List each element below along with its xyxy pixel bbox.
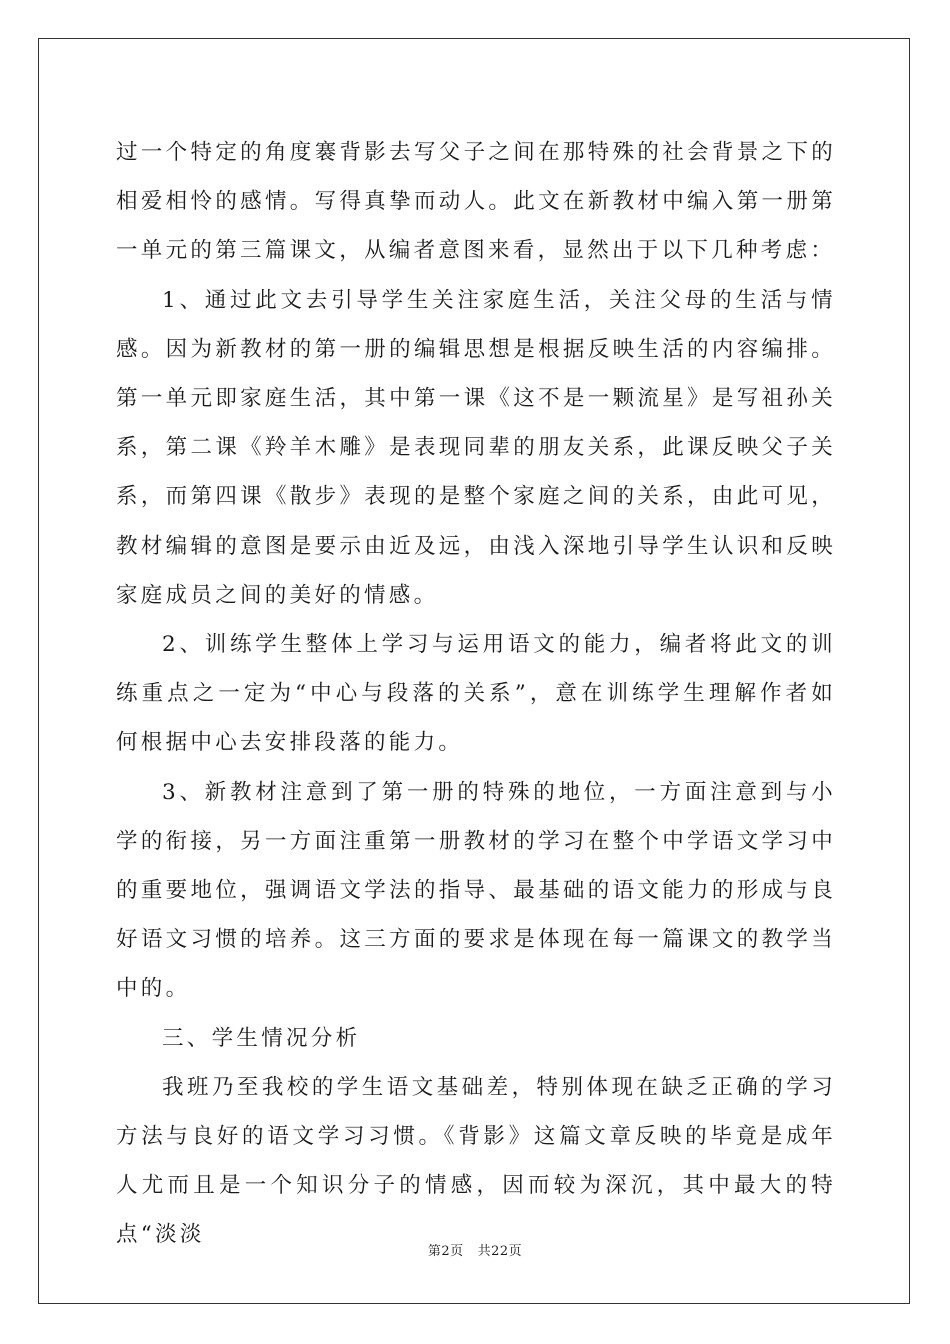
total-pages: 共22页: [477, 1244, 523, 1259]
page-footer: [0, 1240, 950, 1259]
page-number: 第2页: [427, 1244, 464, 1259]
document-body: [116, 128, 836, 1260]
paragraph-1: 过一个特定的角度褰背影去写父子之间在那特殊的社会背景之下的相爱相怜的感情。写得真挚而动人。此文在新教材中编入第一册第一单元的第三篇课文，从编者意图来看，显然出于以下几种考虑：: [116, 140, 836, 264]
section-heading-student-analysis: 三、学生情况分析: [162, 1025, 361, 1051]
paragraph-5: 我班乃至我校的学生语文基础差，特别体现在缺乏正确的学习方法与良好的语文学习习惯。《背影》这篇文章反映的毕竟是成年人尤而且是一个知识分子的情感，因而较为深沉，其中最大的特点“淡淡: [116, 1074, 836, 1248]
paragraph-2: 1、通过此文去引导学生关注家庭生活，关注父母的生活与情感。因为新教材的第一册的编辑思想是根据反映生活的内容编排。第一单元即家庭生活，其中第一课《这不是一颗流星》是写祖孙关系，第二课《羚羊木雕》是表现同辈的朋友关系，此课反映父子关系，而第四课《散步》表现的是整个家庭之间的关系，由此可见，教材编辑的意图是要示由近及远，由浅入深地引导学生认识和反映家庭成员之间的美好的情感。: [116, 287, 836, 608]
paragraph-4: 3、新教材注意到了第一册的特殊的地位，一方面注意到与小学的衔接，另一方面注重第一册教材的学习在整个中学语文学习中的重要地位，强调语文学法的指导、最基础的语文能力的形成与良好语文习惯的培养。这三方面的要求是体现在每一篇课文的教学当中的。: [116, 779, 836, 1002]
paragraph-3: 2、训练学生整体上学习与运用语文的能力，编者将此文的训练重点之一定为“中心与段落的关系”，意在训练学生理解作者如何根据中心去安排段落的能力。: [116, 632, 836, 756]
